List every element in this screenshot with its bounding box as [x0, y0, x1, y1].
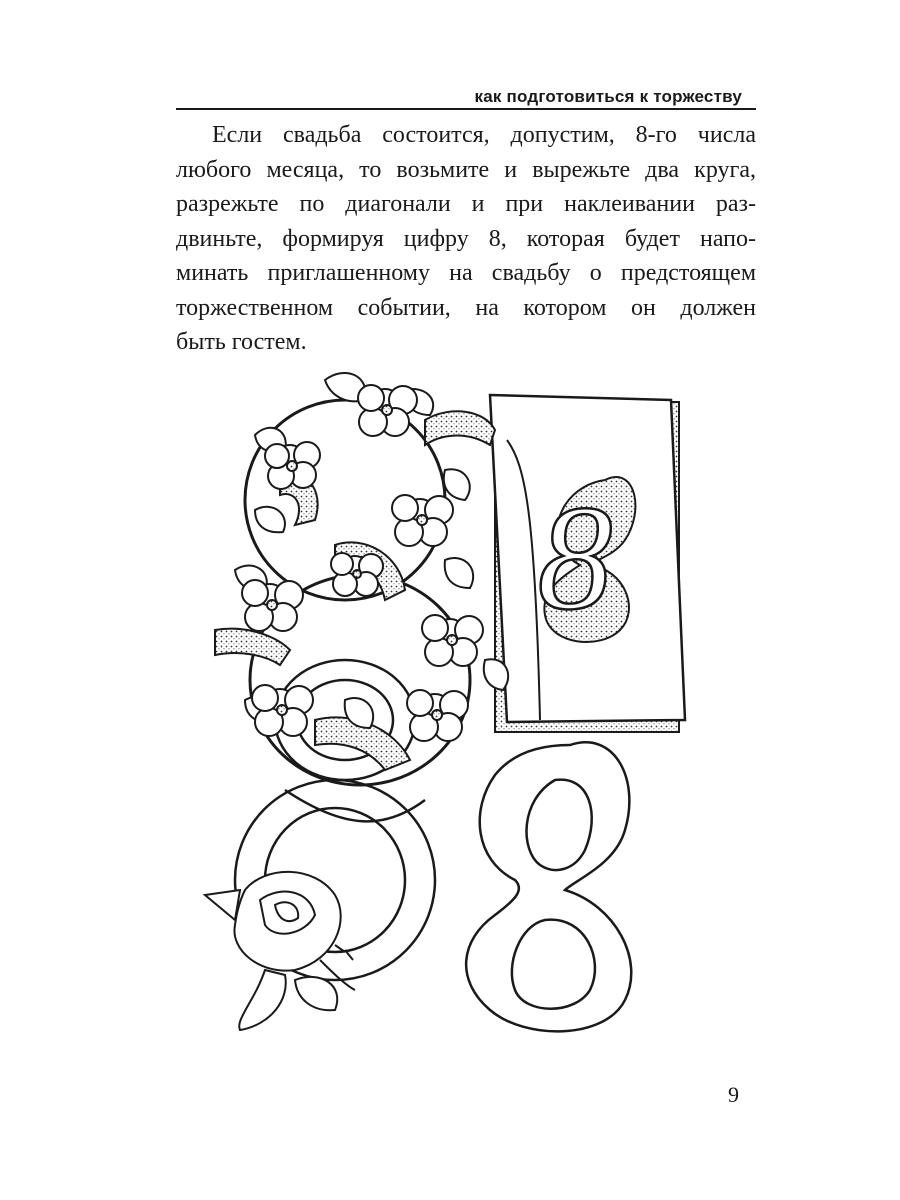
- outline-eight-large: [466, 742, 631, 1031]
- card-digit: 8: [537, 475, 613, 641]
- body-paragraph: [176, 118, 756, 360]
- flower: [392, 495, 453, 546]
- text-line: торжественном событии, на котором он должен: [176, 294, 756, 321]
- text-line: Если свадьба состоится, допустим, 8-го числа: [212, 122, 756, 148]
- flower: [265, 442, 320, 489]
- eight-illustration: [195, 360, 715, 1040]
- flower: [331, 553, 383, 596]
- text-line: двиньте, формируя цифру 8, которая будет напо-: [176, 225, 756, 252]
- number-card: [490, 395, 685, 732]
- running-header: [176, 86, 756, 110]
- floral-wreath: [215, 373, 508, 785]
- flower: [242, 580, 303, 631]
- text-line: быть гостем.: [176, 329, 307, 355]
- text-line: минать приглашенному на свадьбу о предстоящем: [176, 260, 756, 286]
- text-line: любого месяца, то возьмите и вырежьте два круга,: [176, 156, 756, 183]
- flower: [358, 385, 417, 436]
- flower: [407, 690, 468, 741]
- text-line: разрежьте по диагонали и при наклеивании раз-: [176, 191, 756, 217]
- running-title: как подготовиться к торжеству: [474, 87, 742, 106]
- page-number: 9: [728, 1082, 739, 1107]
- flower: [422, 615, 483, 666]
- flower: [252, 685, 313, 736]
